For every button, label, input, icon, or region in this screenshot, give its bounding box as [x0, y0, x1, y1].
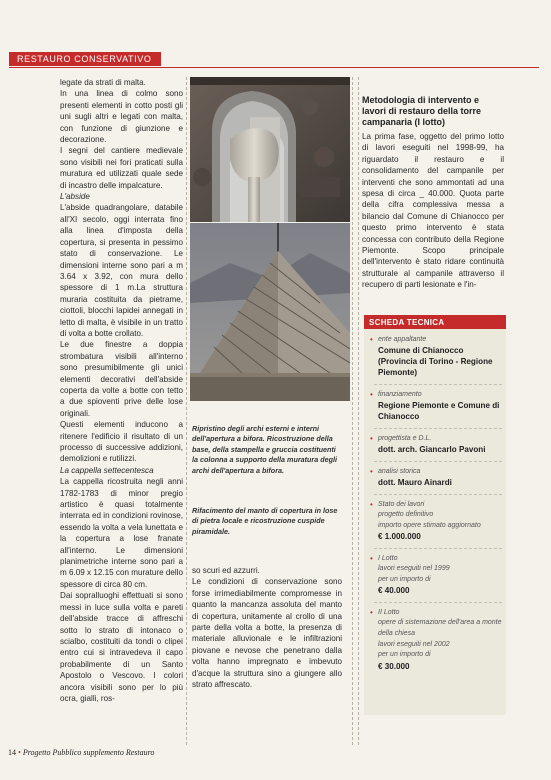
entry-detail: opere di sistemazione dell'area a monte della chiesa: [378, 619, 502, 637]
sheet-entry-designer: [364, 434, 506, 455]
dashed-separator: [374, 494, 502, 495]
bullet-icon: •: [370, 500, 373, 509]
entry-label: I Lotto: [378, 555, 398, 563]
sheet-entry-historical: [364, 467, 506, 488]
dashed-separator: [374, 602, 502, 603]
entry-value: € 30.000: [378, 661, 410, 671]
photo-caption: Ripristino degli archi esterni e interni dell'apertura a bifora. Ricostruzione della base, della stampella e gruccia costituenti la colonna a supporto della muratura degli archi dell'apertura a bifora.: [192, 424, 337, 475]
entry-value: Regione Piemonte e Comune di Chianocco: [378, 401, 500, 421]
dashed-separator: [374, 461, 502, 462]
entry-label: Stato dei lavori: [378, 501, 425, 508]
entry-value: € 1.000.000: [378, 532, 421, 542]
sheet-entry-lot-1: [364, 554, 506, 596]
technical-sheet-title: SCHEDA TECNICA: [364, 315, 506, 329]
paragraph: so scuri ed azzurri.: [192, 566, 260, 575]
bullet-icon: •: [370, 390, 373, 399]
technical-sheet-box: [364, 315, 506, 715]
column-divider: [358, 77, 359, 745]
entry-value: dott. arch. Giancarlo Pavoni: [378, 445, 486, 454]
dashed-separator: [374, 384, 502, 385]
photo-column: [190, 77, 350, 401]
page-number: 14: [8, 748, 16, 757]
photo-bifora-arch: [190, 77, 350, 222]
paragraph: L'abside quadrangolare, databile all'XI secolo, oggi interrata fino alla linea d'imposta della copertura, si presenta in pessimo stato di conservazione. Le dimensioni interne sono pari a m 3.64 x 3.92, con mura dello spessore di 1 m.La struttura muraria costituita da pietrame, ciottoli, blocchi lapidei annegati in letto di malta, è visibile in un tratto di volta a botte crollato.: [60, 203, 183, 338]
paragraph: La prima fase, oggetto del primo lotto di lavori eseguiti nel 1998-99, ha riguardato il restauro e il consolidamento del campanile per interventi che sono ammontati ad una spesa di circa _ 40.000. Quota parte della cifra complessiva messa a bilancio dal Comune di Chianocco per questo primo intervento è stata concessa con contributo della Regione Piemonte. Scopo principale dell'intervento è stato ridare continuità strutturale al campanile attraverso il recupero di parti lesionate e l'in-: [362, 132, 504, 290]
entry-label: II Lotto: [378, 609, 400, 617]
text-column-2: [192, 565, 342, 690]
top-rule: [9, 67, 539, 68]
bullet-icon: •: [370, 608, 373, 618]
entry-detail: per un importo di: [378, 575, 431, 583]
paragraph: Questi elementi inducono a ritenere l'edificio il risultato di un processo di successive addizioni, demolizioni e rutilizzi.: [60, 420, 183, 464]
column-divider: [186, 77, 187, 745]
entry-label: progettista e D.L.: [378, 435, 432, 442]
bullet-icon: •: [370, 467, 373, 476]
paragraph: Le condizioni di conservazione sono forse irrimediabilmente compromesse in quanto la mancanza assoluta del manto di copertura, unitamente al crollo di una parte della volta a botte, la presenza di materiale alluvionale e le infiltrazioni piovane e nevose che penetrano dalla volta hanno impregnato e imbevuto d'acque la struttura sino a giungere allo strato affrescato.: [192, 577, 342, 690]
photo-stone-roof: [190, 223, 350, 401]
paragraph: Le due finestre a doppia strombatura visibili all'interno sono presumibilmente gli unici elementi decorativi dell'abside coperta da volte a botte con tetto a due spioventi prive delle lose originali.: [60, 340, 183, 418]
entry-value: Comune di Chianocco (Provincia di Torino - Regione Piemonte): [378, 346, 493, 377]
paragraph: In una linea di colmo sono presenti elementi in cotto posti gli uni sugli altri e legati con malta, con funzione di giunzione e decorazione.: [60, 89, 183, 145]
entry-label: finanziamento: [378, 391, 422, 398]
section-label: RESTAURO CONSERVATIVO: [9, 52, 161, 66]
entry-label: analisi storica: [378, 468, 421, 475]
entry-detail: lavori eseguiti nel 2002: [378, 640, 450, 648]
subheading: L'abside: [60, 192, 90, 202]
paragraph: Dai sopralluoghi effettuati si sono messi in luce sulla volta e pareti dell'abside tracce di affreschi sotto lo strato di intonaco o scialbo, costituiti da tondi o clipei entro cui si intravedeva il capo probabilmente di un Santo Apostolo o Vescovo. I colori ancora visibili sono per lo più ocra, gialli, ros-: [60, 591, 183, 703]
sheet-entry-status: [364, 500, 506, 542]
paragraph: I segni del cantiere medievale sono visibili nei fori praticati sulla muratura ed utilizzati quale sede di incastro delle impalcature.: [60, 146, 183, 190]
entry-value: € 40.000: [378, 586, 410, 596]
sheet-entry-client: [364, 335, 506, 378]
sheet-entry-funding: [364, 390, 506, 422]
dashed-separator: [374, 428, 502, 429]
entry-label: ente appaltante: [378, 336, 427, 343]
bullet-icon: •: [370, 335, 373, 344]
bullet-icon: •: [370, 554, 373, 564]
subheading: La cappella settecentesca: [60, 465, 154, 475]
photo-caption: Rifacimento del manto di copertura in lose di pietra locale e ricostruzione cuspide piramidale.: [192, 506, 338, 536]
text-column-1: [60, 77, 183, 704]
entry-detail: lavori eseguiti nel 1999: [378, 565, 450, 573]
paragraph: La cappella ricostruita negli anni 1782-1783 di minor pregio artistico è quasi totalmente interrata ed in condizioni rovinose, essendo la volta a vela lunettata e la copertura a lose franate all'interno. Le dimensioni planimetriche interne sono pari a m 6.09 x 12.15 con murature dello spessore di circa 80 cm.: [60, 477, 183, 589]
entry-detail: importo opere stimato aggiornato: [378, 521, 481, 529]
column-divider: [352, 77, 353, 745]
section-heading: Metodologia di intervento e lavori di restauro della torre campanaria (I lotto): [362, 95, 482, 127]
bullet-icon: •: [370, 434, 373, 443]
paragraph: legate da strati di malta.: [60, 78, 146, 87]
entry-detail: per un importo di: [378, 651, 431, 659]
page-footer: [8, 748, 154, 757]
text-column-3: [362, 95, 504, 291]
bullet-icon: •: [18, 748, 21, 757]
publication-name: Progetto Pubblico supplemento Restauro: [22, 748, 155, 757]
entry-value: dott. Mauro Ainardi: [378, 478, 452, 487]
sheet-entry-lot-2: [364, 608, 506, 671]
dashed-separator: [374, 548, 502, 549]
entry-detail: progetto definitivo: [378, 511, 434, 518]
